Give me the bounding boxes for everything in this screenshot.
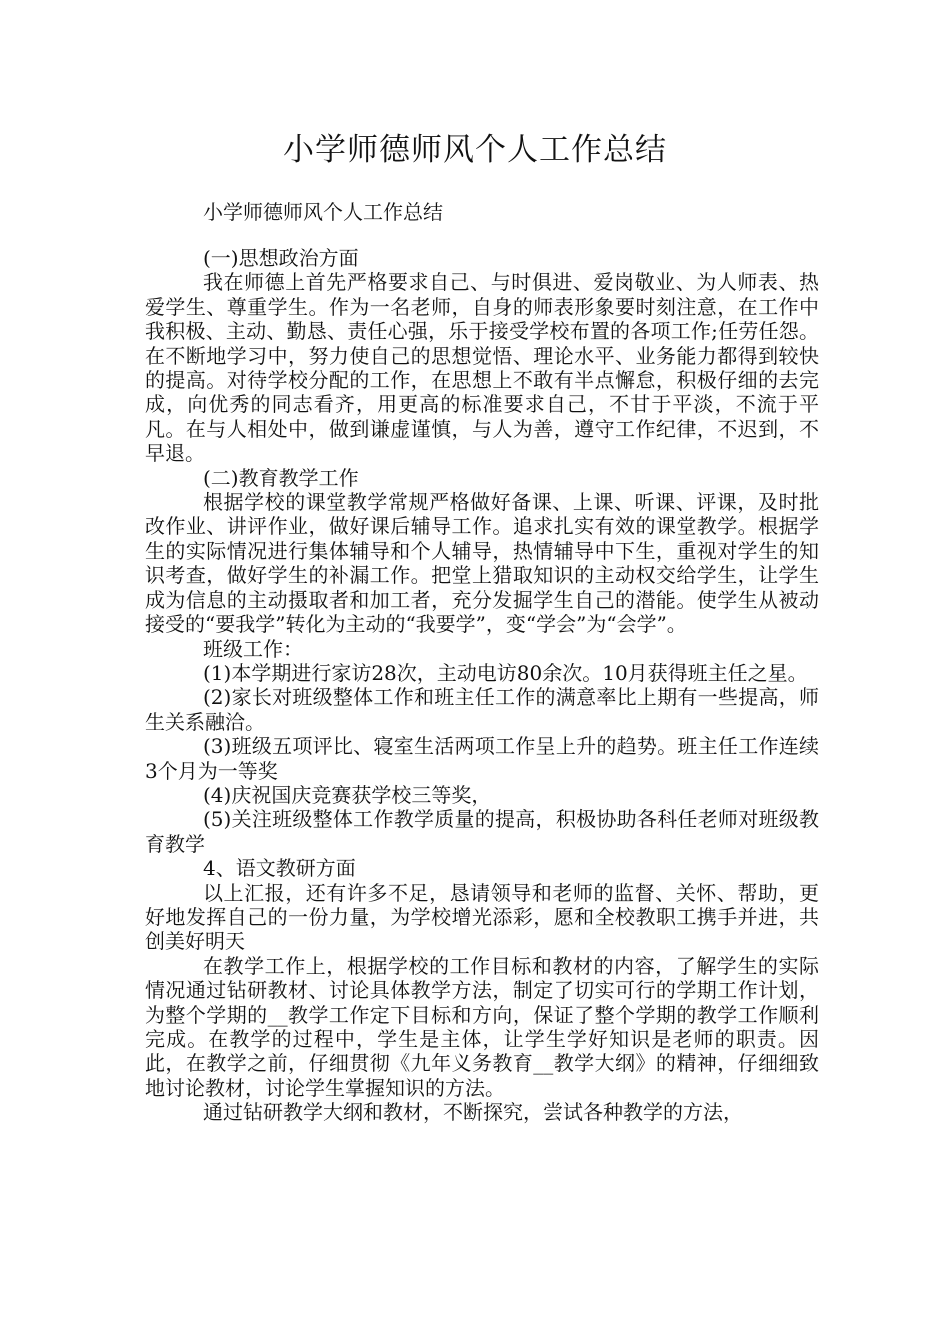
section-heading-class-work: 班级工作： (203, 636, 303, 661)
list-item: (4)庆祝国庆竞赛获学校三等奖， (203, 782, 492, 807)
paragraph: 以上汇报，还有许多不足，恳请领导和老师的监督、关怀、帮助，更好地发挥自己的一份力量，为学校增光添彩，愿和全校教职工携手并进，共创美好明天 (145, 880, 819, 954)
document-subtitle: 小学师德师风个人工作总结 (203, 200, 443, 224)
section-heading-research: 4、语文教研方面 (203, 856, 356, 881)
document-title: 小学师德师风个人工作总结 (283, 132, 667, 168)
paragraph: 我在师德上首先严格要求自己、与时俱进、爱岗敬业、为人师表、热爱学生、尊重学生。作为一名老师，自身的师表形象要时刻注意，在工作中我积极、主动、勤恳、责任心强，乐于接受学校布置的各项工作;任劳任怨。在不断地学习中，努力使自己的思想觉悟、理论水平、业务能力都得到较快的提高。对待学校分配的工作，在思想上不敢有半点懈怠，积极仔细的去完成，向优秀的同志看齐，用更高的标准要求自己，不甘于平淡，不流于平凡。在与人相处中，做到谦虚谨慎，与人为善，遵守工作纪律，不迟到，不早退。 (145, 270, 819, 466)
list-item: (3)班级五项评比、寝室生活两项工作呈上升的趋势。班主任工作连续3个月为一等奖 (145, 734, 819, 783)
paragraph: 根据学校的课堂教学常规严格做好备课、上课、听课、评课，及时批改作业、讲评作业，做好课后辅导工作。追求扎实有效的课堂教学。根据学生的实际情况进行集体辅导和个人辅导，热情辅导中下生，重视对学生的知识考查，做好学生的补漏工作。把堂上猎取知识的主动权交给学生，让学生成为信息的主动摄取者和加工者，充分发掘学生自己的潜能。使学生从被动接受的“要我学”转化为主动的“我要学”，变“学会”为“会学”。 (145, 490, 819, 637)
paragraph: 通过钻研教学大纲和教材，不断探究，尝试各种教学的方法， (203, 1100, 743, 1125)
list-item: (5)关注班级整体工作教学质量的提高，积极协助各科任老师对班级教育教学 (145, 807, 819, 856)
document-body (145, 246, 819, 1125)
section-heading-politics: (一)思想政治方面 (203, 246, 359, 270)
list-item: (2)家长对班级整体工作和班主任工作的满意率比上期有一些提高，师生关系融洽。 (145, 685, 819, 734)
list-item: (1)本学期进行家访28次，主动电访80余次。10月获得班主任之星。 (203, 660, 808, 685)
paragraph: 在教学工作上，根据学校的工作目标和教材的内容，了解学生的实际情况通过钻研教材、讨论具体教学方法，制定了切实可行的学期工作计划，为整个学期的__教学工作定下目标和方向，保证了整个学期的教学工作顺利完成。在教学的过程中，学生是主体，让学生学好知识是老师的职责。因此，在教学之前，仔细贯彻《九年义务教育__教学大纲》的精神，仔细细致地讨论教材，讨论学生掌握知识的方法。 (145, 953, 819, 1100)
section-heading-teaching: (二)教育教学工作 (203, 465, 359, 490)
